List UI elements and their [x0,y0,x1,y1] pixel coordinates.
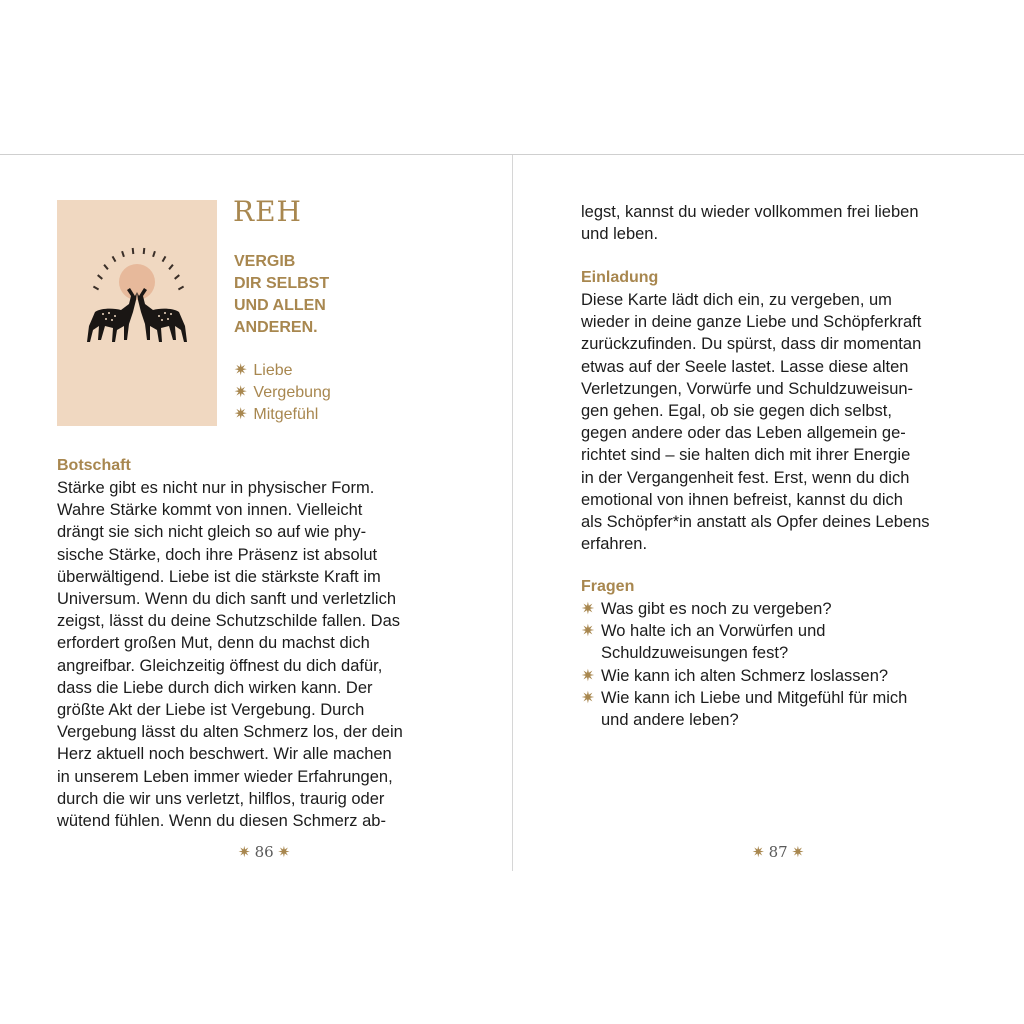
text-line: Verletzungen, Vorwürfe und Schuldzuweisun- [581,379,914,398]
section-heading-einladung: Einladung [581,269,659,286]
star-icon: ✷ [234,362,248,379]
text-line: wütend fühlen. Wenn du diesen Schmerz ab- [57,812,386,831]
text-line: gegen andere oder das Leben allgemein ge- [581,424,906,443]
keyword-item [234,404,331,426]
text-line: in unserem Leben immer wieder Erfahrungen, [57,767,393,786]
botschaft-section [57,455,457,832]
text-line: in der Vergangenheit fest. Erst, wenn du dich [581,468,910,487]
text-line: gen gehen. Egal, ob sie gegen dich selbst, [581,402,892,421]
keyword-label: Mitgefühl [253,406,319,423]
text-line: erfahren. [581,535,648,554]
page-number [748,843,808,861]
question-line: Wie kann ich alten Schmerz loslassen? [601,666,889,685]
question-item [581,620,1001,664]
question-line: Wie kann ich Liebe und Mitgefühl für mich [601,688,908,707]
text-line: zeigst, lässt du deine Schutzschilde fallen. Das [57,612,401,631]
question-item [581,687,1001,731]
fragen-section [581,576,1001,731]
text-line: angreifbar. Gleichzeitig öffnest du dich dafür, [57,656,383,675]
text-line: Herz aktuell noch beschwert. Wir alle machen [57,745,392,764]
keyword-list [234,360,331,426]
botschaft-text [57,477,457,832]
text-line: Vergebung lässt du alten Schmerz los, der dein [57,723,403,742]
question-line: Schuldzuweisungen fest? [601,644,789,663]
section-heading-fragen: Fragen [581,578,635,595]
question-item [581,665,1001,687]
text-line: durch die wir uns verletzt, hilflos, traurig oder [57,789,385,808]
star-icon: ✷ [581,688,595,707]
star-icon: ✷ [752,843,765,861]
right-page [513,155,1024,871]
two-deer-under-moon-icon [57,200,217,426]
card-illustration [57,200,217,426]
star-icon: ✷ [791,843,805,861]
left-page [0,155,512,871]
section-heading-botschaft: Botschaft [57,457,131,474]
text-line: etwas auf der Seele lastet. Lasse diese alten [581,357,909,376]
book-spread [0,154,1024,871]
star-icon: ✷ [581,666,595,685]
einladung-section [581,267,1001,555]
text-line: legst, kannst du wieder vollkommen frei lieben [581,203,919,221]
claim-line: ANDEREN. [234,319,318,336]
keyword-label: Liebe [253,362,293,379]
page-number-value: 87 [768,843,788,861]
star-icon: ✷ [581,600,595,618]
text-line: größte Akt der Liebe ist Vergebung. Durch [57,701,365,720]
claim-line: DIR SELBST [234,275,330,292]
keyword-label: Vergebung [253,384,331,401]
text-line: erfordert großen Mut, denn du machst dich [57,634,370,653]
page-number-value: 86 [254,843,274,861]
question-line: Wo halte ich an Vorwürfen und [601,622,826,641]
card-claim [234,251,434,339]
question-line: und andere leben? [601,711,739,730]
star-icon: ✷ [277,843,291,861]
text-line: emotional von ihnen befreist, kannst du dich [581,490,903,509]
botschaft-continuation [581,201,1001,245]
text-line: Wahre Stärke kommt von innen. Vielleicht [57,501,363,520]
text-line: Stärke gibt es nicht nur in physischer Form. [57,479,375,497]
star-icon: ✷ [234,406,248,423]
text-line: drängt sie sich nicht gleich so auf wie phy- [57,523,367,542]
text-line: überwältigend. Liebe ist die stärkste Kraft im [57,567,381,586]
keyword-item [234,382,331,404]
text-line: zurückzufinden. Du spürst, dass dir momentan [581,335,922,354]
claim-line: UND ALLEN [234,297,326,314]
star-icon: ✷ [238,843,251,861]
text-line: dass die Liebe durch dich wirken kann. Der [57,678,373,697]
star-icon: ✷ [581,622,595,641]
card-title: REH [233,195,302,228]
star-icon: ✷ [234,384,248,401]
page-number [234,843,294,861]
keyword-item [234,360,331,382]
question-line: Was gibt es noch zu vergeben? [601,600,832,618]
einladung-text [581,289,1001,555]
question-list [581,598,1001,731]
text-line: als Schöpfer*in anstatt als Opfer deines Lebens [581,513,930,532]
text-line: sische Stärke, doch ihre Präsenz ist absolut [57,545,378,564]
text-line: Universum. Wenn du dich sanft und verletzlich [57,590,397,609]
text-line: Diese Karte lädt dich ein, zu vergeben, um [581,291,892,309]
claim-line: VERGIB [234,253,296,270]
text-line: wieder in deine ganze Liebe und Schöpferkraft [581,313,922,332]
text-line: und leben. [581,225,659,244]
text-line: richtet sind – sie halten dich mit ihrer Energie [581,446,911,465]
question-item [581,598,1001,620]
